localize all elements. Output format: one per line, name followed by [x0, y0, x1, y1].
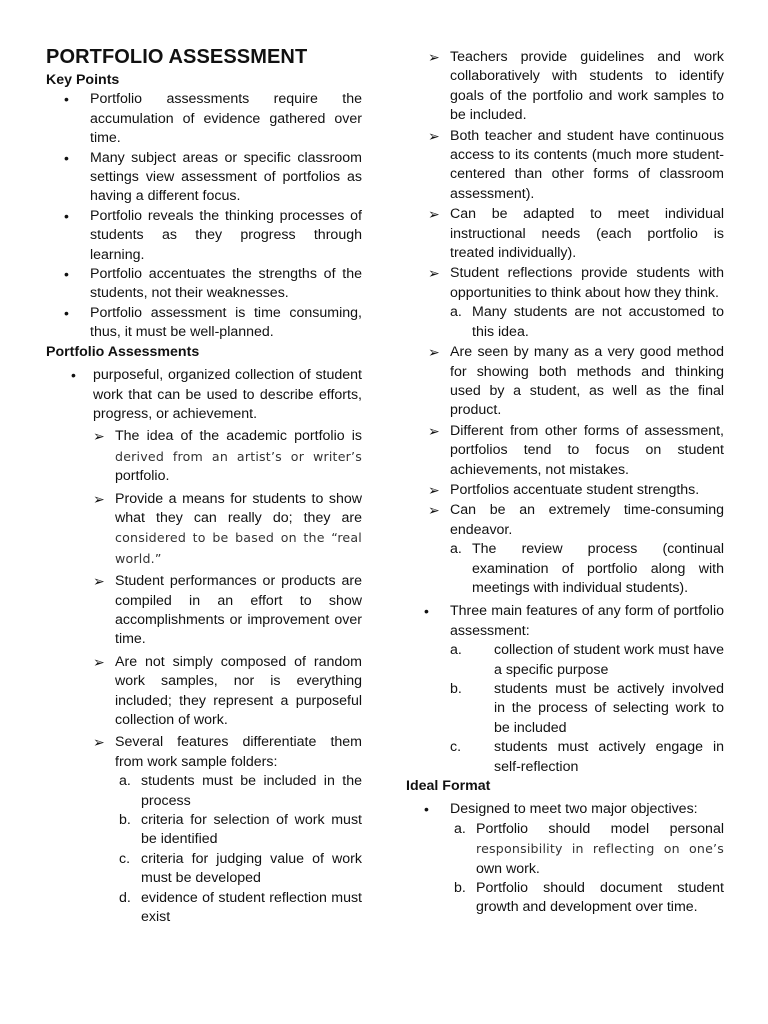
- features-sublist: [115, 772, 362, 927]
- list-marker: c.: [450, 739, 462, 756]
- item-text: Three main features of any form of portfolio assessment:: [450, 603, 724, 639]
- list-item: ➢ Portfolios accentuate student strengths.: [428, 481, 724, 500]
- portfolio-assessments-heading: Portfolio Assessments: [46, 343, 200, 360]
- list-item: • Portfolio assessment is time consuming, thus, it must be well-planned.: [46, 304, 362, 343]
- list-item: ➢ Are seen by many as a very good method for showing both methods and thinking used by a student, as well as the final product.: [428, 343, 724, 421]
- list-marker: a.: [454, 820, 466, 837]
- list-item: [93, 733, 362, 927]
- list-item: • Portfolio accentuates the strengths of the students, not their weaknesses.: [46, 265, 362, 304]
- list-marker: a.: [450, 642, 462, 659]
- item-text: students must be actively involved in the process of selecting work to be included: [494, 681, 724, 736]
- list-item: ➢ Student performances or products are compiled in an effort to show accomplishments or improvement over time.: [93, 572, 362, 650]
- list-marker: a.: [119, 773, 131, 790]
- list-marker: d.: [119, 889, 131, 906]
- list-item: [115, 772, 362, 811]
- list-item: [115, 811, 362, 850]
- list-item: [450, 680, 724, 738]
- list-marker: b.: [119, 812, 131, 829]
- list-item: [450, 879, 724, 918]
- list-item: ➢ Teachers provide guidelines and work collaboratively with students to identify goals of the portfolio and work samples to be included.: [428, 48, 724, 126]
- list-item: ➢ Different from other forms of assessment, portfolios tend to focus on student achievements, not mistakes.: [428, 422, 724, 480]
- list-item: ➢ Are not simply composed of random work samples, nor is everything included; they represent a purposeful collection of work.: [93, 653, 362, 731]
- item-text: The review process (continual examination of portfolio along with meetings with individual students).: [472, 541, 724, 596]
- definition-text: purposeful, organized collection of student work that can be used to describe efforts, progress, or achievement.: [93, 367, 362, 422]
- list-item: [115, 889, 362, 928]
- item-text-soft: derived from an artist’s or writer’s: [115, 448, 362, 464]
- list-item: [450, 820, 724, 879]
- item-text: Can be an extremely time-consuming endeavor.: [450, 502, 724, 538]
- item-text-soft: responsibility in reflecting on one’s: [476, 841, 724, 857]
- list-item: • Many subject areas or specific classroom settings view assessment of portfolios as having a different focus.: [46, 149, 362, 207]
- item-text: Portfolio should model personal: [476, 820, 724, 837]
- right-arrow-list: [406, 48, 724, 598]
- list-item: [446, 540, 724, 598]
- item-text: portfolio.: [115, 468, 170, 485]
- list-item: ➢ Can be adapted to meet individual instructional needs (each portfolio is treated individually).: [428, 205, 724, 263]
- list-marker: c.: [119, 850, 131, 867]
- list-item: [406, 602, 724, 777]
- list-item: [115, 850, 362, 889]
- time-sublist: [446, 540, 724, 598]
- left-column: [46, 44, 362, 927]
- list-item: • Portfolio assessments require the accumulation of evidence gathered over time.: [46, 90, 362, 148]
- list-item: [446, 303, 724, 342]
- document-title: PORTFOLIO ASSESSMENT: [46, 46, 308, 68]
- ideal-format-heading: Ideal Format: [406, 778, 491, 795]
- list-marker: a.: [450, 304, 462, 321]
- right-column: [406, 47, 724, 918]
- key-points-list: [46, 90, 362, 342]
- list-item: • Portfolio reveals the thinking processes of students as they progress through learning.: [46, 207, 362, 265]
- item-text: evidence of student reflection must exist: [141, 889, 362, 926]
- list-item: [93, 427, 362, 486]
- reflection-sublist: [446, 303, 724, 342]
- list-item: [93, 490, 362, 570]
- item-text: Many students are not accustomed to this idea.: [472, 304, 724, 340]
- list-marker: b.: [454, 880, 466, 897]
- list-item: [450, 738, 724, 777]
- item-text: The idea of the academic portfolio is: [115, 428, 362, 445]
- main-features-list: [406, 602, 724, 777]
- list-item: [428, 501, 724, 598]
- list-item: [406, 800, 724, 917]
- objectives-sublist: [450, 820, 724, 918]
- list-item: [428, 264, 724, 342]
- portfolio-assessments-list: [46, 366, 362, 927]
- item-text: collection of student work must have a specific purpose: [494, 642, 724, 678]
- list-item: [46, 366, 362, 927]
- item-text: students must actively engage in self-reflection: [494, 739, 724, 775]
- item-text: Designed to meet two major objectives:: [450, 801, 698, 818]
- item-text: criteria for judging value of work must be developed: [141, 850, 362, 887]
- list-marker: a.: [450, 541, 462, 558]
- list-item: [450, 641, 724, 680]
- main-features-sublist: [450, 641, 724, 777]
- ideal-format-list: [406, 800, 724, 917]
- list-item: ➢ Both teacher and student have continuous access to its contents (much more student-centered than other forms of classroom assessment).: [428, 127, 724, 205]
- list-marker: b.: [450, 681, 462, 697]
- item-text: own work.: [476, 860, 540, 877]
- item-text: criteria for selection of work must be identified: [141, 812, 362, 848]
- item-text: Student reflections provide students with opportunities to think about how they think.: [450, 265, 724, 301]
- item-text: Portfolio should document student growth and development over time.: [476, 880, 724, 916]
- item-text: Several features differentiate them from work sample folders:: [115, 734, 362, 770]
- item-text: Provide a means for students to show what they can really do; they are: [115, 490, 362, 526]
- item-text: students must be included in the process: [141, 773, 362, 809]
- definition-arrow-list: [93, 427, 362, 927]
- key-points-heading: Key Points: [46, 72, 120, 88]
- item-text-soft: considered to be based on the “real world.”: [115, 530, 362, 566]
